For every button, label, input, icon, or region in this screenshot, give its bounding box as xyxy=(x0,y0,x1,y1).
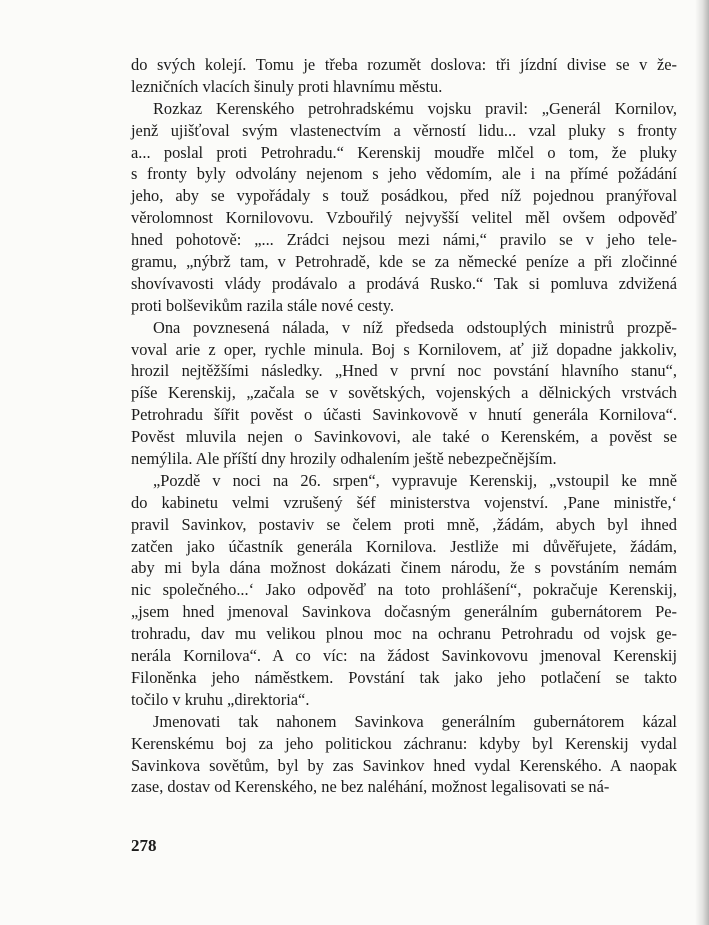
text-line: Rozkaz Kerenského petrohradskému vojsku pravil: „Generál Kornilov, xyxy=(153,98,677,118)
text-line: s fronty byly odvolány nejenom s jeho vědomím, ale i na přímé požádání xyxy=(131,164,677,184)
text-line: nerála Kornilova“. A co víc: na žádost Savinkovovu jmenoval Kerenskij xyxy=(131,646,677,666)
text-line: lezničních vlacích šinuly proti hlavnímu městu. xyxy=(131,76,443,96)
body-text xyxy=(131,54,677,798)
text-line: Savinkova sovětům, byl by zas Savinkov hned vydal Kerenského. A naopak xyxy=(131,755,677,775)
text-line: jeho, aby se vypořádaly s touž posádkou, před níž pojednou pranýřoval xyxy=(131,186,677,206)
binding-shadow xyxy=(695,0,709,925)
text-line: zase, dostav od Kerenského, ne bez naléhání, možnost legalisovati se ná- xyxy=(131,777,610,797)
paragraph xyxy=(131,470,677,711)
text-line: do kabinetu velmi vzrušený šéf ministerstva vojenství. ‚Pane ministře,‘ xyxy=(131,492,677,512)
text-line: Filoněnka jeho náměstkem. Povstání tak jako jeho potlačení se takto xyxy=(131,667,677,687)
text-line: točilo v kruhu „direktoria“. xyxy=(131,689,310,709)
text-line: gramu, „nýbrž tam, v Petrohradě, kde se za německé peníze a při zločinné xyxy=(131,252,677,272)
text-line: Pověst mluvila nejen o Savinkovovi, ale také o Kerenském, a pověst se xyxy=(131,427,677,447)
text-line: „jsem hned jmenoval Savinkova dočasným generálním gubernátorem Pe- xyxy=(131,602,677,622)
text-line: nic společného...‘ Jako odpověď na toto prohlášení“, pokračuje Kerenskij, xyxy=(131,580,677,600)
text-line: zatčen jako účastník generála Kornilova. Jestliže mi důvěřujete, žádám, xyxy=(131,536,677,556)
text-line: Kerenskému boj za jeho politickou záchranu: kdyby byl Kerenskij vydal xyxy=(131,733,677,753)
paragraph xyxy=(131,317,677,470)
text-line: pravil Savinkov, postaviv se čelem proti mně, ‚žádám, abych byl ihned xyxy=(131,514,677,534)
text-line: shovívavosti vlády prodávalo a prodává Rusko.“ Tak si pomluva zdvižená xyxy=(131,273,677,293)
text-line: „Pozdě v noci na 26. srpen“, vypravuje Kerenskij, „vstoupil ke mně xyxy=(153,470,677,490)
text-line: aby mi byla dána možnost dokázati činem národu, že s povstáním nemám xyxy=(131,558,677,578)
page-number: 278 xyxy=(131,836,157,855)
text-line: Ona povznesená nálada, v níž předseda odstouplých ministrů prozpě- xyxy=(153,317,677,337)
text-line: a... poslal proti Petrohradu.“ Kerenskij moudře mlčel o tom, že pluky xyxy=(131,142,677,162)
paragraph xyxy=(131,98,677,317)
text-line: nemýlila. Ale příští dny hrozily odhalením ještě nebezpečnějším. xyxy=(131,449,557,469)
paragraph xyxy=(131,54,677,98)
text-line: proti bolševikům razila stále nové cesty. xyxy=(131,295,394,315)
text-line: Petrohradu šířit pověst o účasti Savinkovově v hnutí generála Kornilova“. xyxy=(131,405,677,425)
text-line: voval arie z oper, rychle minula. Boj s Kornilovem, ať již dopadne jakkoliv, xyxy=(131,339,677,359)
text-line: hrozil nejtěžšími následky. „Hned v první noc povstání hlavního stanu“, xyxy=(131,361,677,381)
paragraph xyxy=(131,711,677,799)
text-line: hned pohotově: „... Zrádci nejsou mezi námi,“ pravilo se v jeho tele- xyxy=(131,230,677,250)
text-line: trohradu, dav mu velikou plnou moc na ochranu Petrohradu od vojsk ge- xyxy=(131,624,677,644)
text-line: věrolomnost Kornilovovu. Vzbouřilý nejvyšší velitel měl ovšem odpověď xyxy=(131,208,677,228)
text-line: Jmenovati tak nahonem Savinkova generálním gubernátorem kázal xyxy=(153,711,677,731)
text-line: do svých kolejí. Tomu je třeba rozumět doslova: tři jízdní divise se v že- xyxy=(131,55,677,74)
text-line: jenž ujišťoval svým vlastenectvím a věrností lidu... vzal pluky s fronty xyxy=(131,120,677,140)
text-line: píše Kerenskij, „začala se v sovětských, vojenských a dělnických vrstvách xyxy=(131,383,677,403)
